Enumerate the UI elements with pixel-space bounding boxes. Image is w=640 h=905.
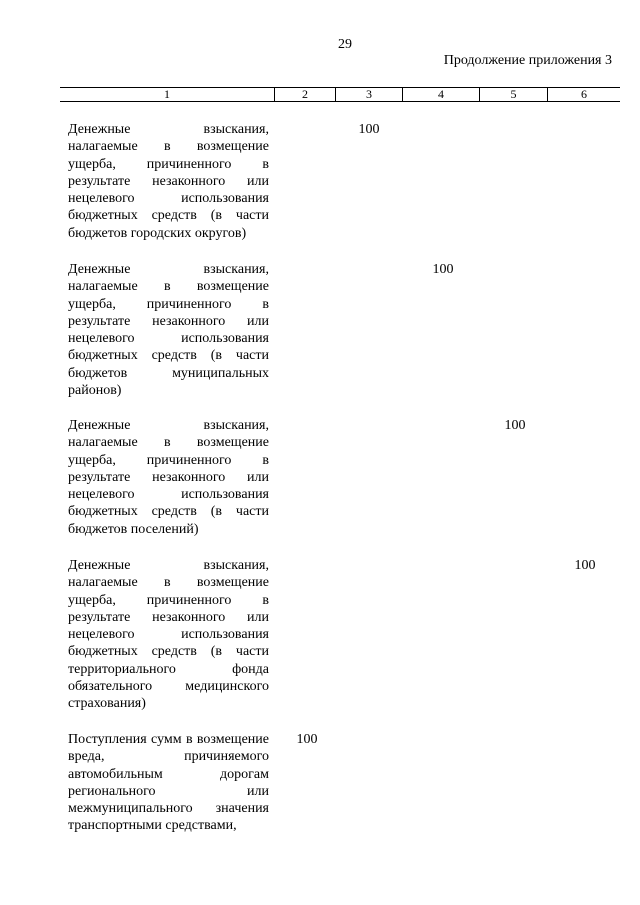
column-header-6: 6 — [581, 87, 587, 101]
table-row — [68, 261, 620, 399]
row-description: Денежные взыскания, налагаемые в возмещение ущерба, причиненного в результате незаконного или нецелевого использования бюджетных средств (в части бюджетов муниципальных районов) — [68, 262, 269, 399]
row-value-col2: 100 — [296, 732, 318, 747]
column-header-1: 1 — [60, 88, 275, 101]
table-header — [60, 87, 620, 102]
continuation-label: Продолжение приложения 3 — [443, 53, 612, 68]
row-description: Поступления сумм в возмещение вреда, причиняемого автомобильным дорогам регионального или межмуниципального значения транспортными средствами, — [68, 732, 269, 834]
table-row — [68, 121, 620, 242]
column-header-2: 2 — [275, 88, 336, 101]
row-value-col3: 100 — [358, 122, 380, 137]
row-value-col4: 100 — [432, 262, 454, 277]
page-number: 29 — [338, 37, 352, 52]
table-row — [68, 417, 620, 538]
row-value-col6: 100 — [574, 558, 596, 573]
row-description: Денежные взыскания, налагаемые в возмещение ущерба, причиненного в результате незаконного или нецелевого использования бюджетных средств (в части территориального фонда обязательного медицинского страхования) — [68, 558, 269, 712]
table-row — [68, 557, 620, 713]
row-value-col5: 100 — [504, 418, 526, 433]
table-row — [68, 731, 620, 835]
column-header-4: 4 — [403, 88, 480, 101]
column-header-5: 5 — [480, 88, 548, 101]
row-description: Денежные взыскания, налагаемые в возмещение ущерба, причиненного в результате незаконного или нецелевого использования бюджетных средств (в части бюджетов поселений) — [68, 418, 269, 537]
row-description: Денежные взыскания, налагаемые в возмещение ущерба, причиненного в результате незаконного или нецелевого использования бюджетных средств (в части бюджетов городских округов) — [68, 122, 269, 241]
column-header-3: 3 — [336, 88, 403, 101]
